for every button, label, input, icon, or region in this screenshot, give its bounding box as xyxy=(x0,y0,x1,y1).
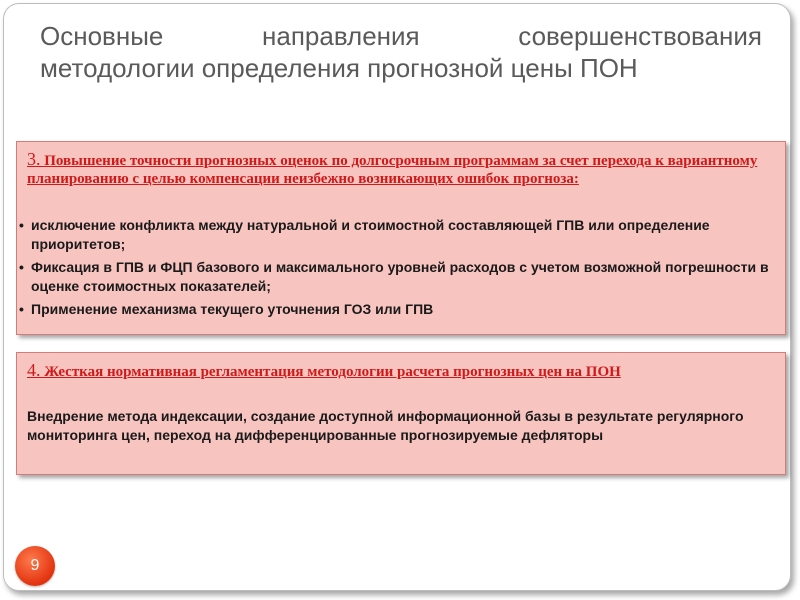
section-3-box xyxy=(16,141,786,335)
section-4-heading-text: Жесткая нормативная регламентация методологии расчета прогнозных цен на ПОН xyxy=(40,364,621,380)
slide-title xyxy=(40,20,762,84)
title-line-1 xyxy=(40,20,762,52)
section-3-heading xyxy=(27,150,777,188)
bullet-item: • исключение конфликта между натуральной и стоимостной составляющей ГПВ или определение приоритетов; xyxy=(17,216,777,254)
bullet-item: • Фиксация в ГПВ и ФЦП базового и максимального уровней расходов с учетом возможной погрешности в оценке стоимостных показателей; xyxy=(17,258,777,296)
title-word: совершенствования xyxy=(518,21,762,51)
section-3-heading-text: Повышение точности прогнозных оценок по долгосрочным программам за счет перехода к вариантному планированию с целью компенсации неизбежно возникающих ошибок прогноза: xyxy=(27,153,758,187)
section-3-bullet-list xyxy=(17,216,777,323)
section-4-heading xyxy=(27,361,777,381)
section-4-text: Внедрение метода индексации, создание доступной информационной базы в результате регулярного мониторинга цен, переход на дифференцированные прогнозируемые дефляторы xyxy=(27,408,744,443)
section-4-box xyxy=(16,352,786,475)
section-4-number: 4. xyxy=(27,360,41,380)
page-number-badge: 9 xyxy=(15,546,55,586)
title-word: Основные xyxy=(40,21,164,51)
title-word: направления xyxy=(262,21,420,51)
section-3-number: 3. xyxy=(27,149,41,169)
bullet-item: • Применение механизма текущего уточнения ГОЗ или ГПВ xyxy=(17,300,777,319)
title-line-2: методологии определения прогнозной цены ПОН xyxy=(40,53,638,83)
